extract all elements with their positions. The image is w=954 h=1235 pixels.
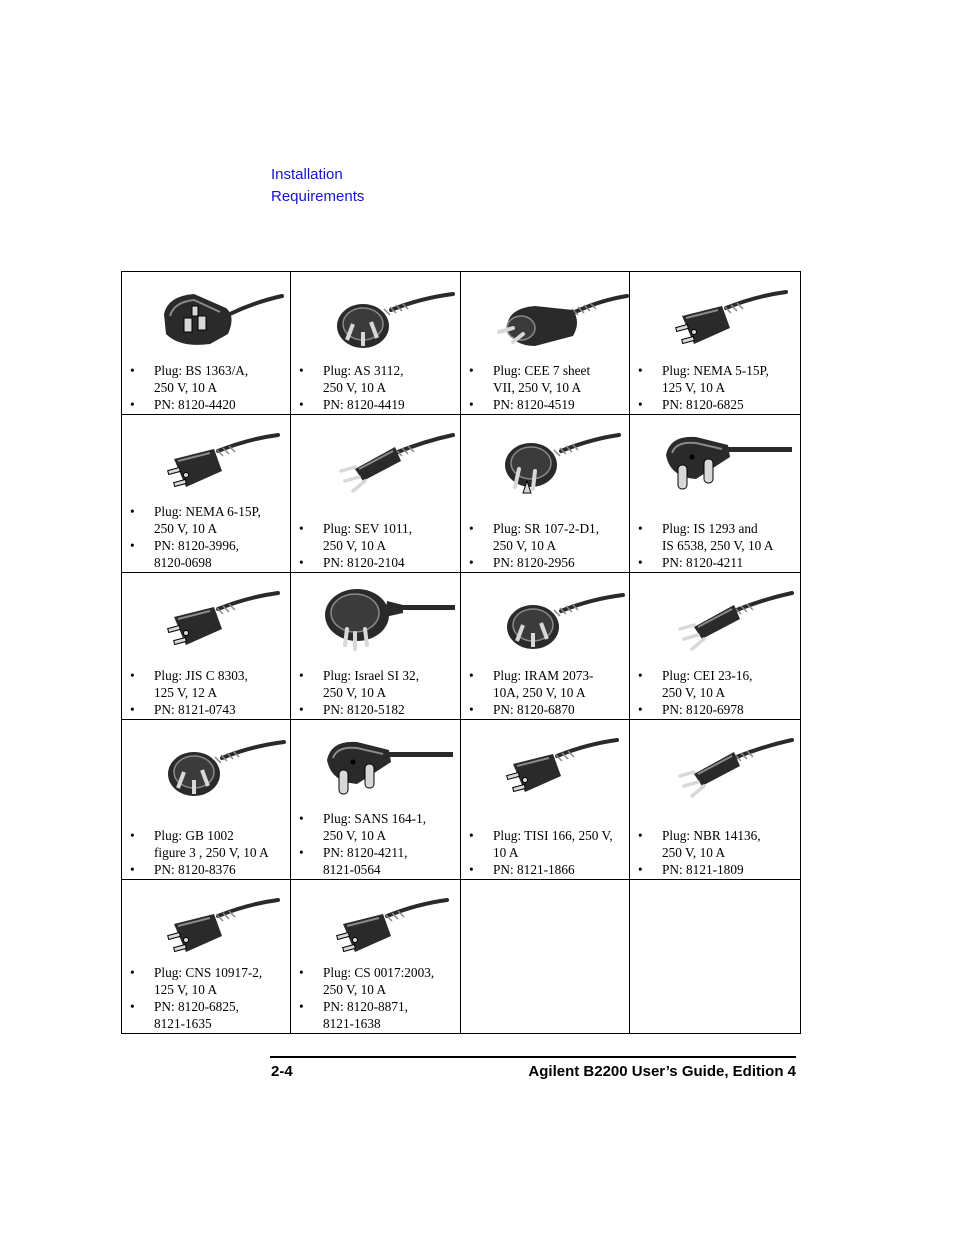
plug-cell	[291, 720, 461, 880]
part-number-text: • PN: 8120-4519	[493, 397, 575, 412]
plug-spec-list	[469, 362, 623, 413]
part-number-text: • PN: 8120-6870	[493, 702, 575, 717]
plug-cell	[122, 272, 291, 415]
part-number-item	[469, 701, 623, 718]
plug-spec-text: 250 V, 10 A	[493, 538, 557, 553]
part-number-text: 8121-0564	[323, 862, 381, 877]
plug-type-item	[638, 667, 794, 701]
plug-us-icon	[152, 587, 292, 659]
plug-cell	[291, 880, 461, 1034]
part-number-text: • PN: 8120-6978	[662, 702, 744, 717]
plug-cell	[122, 720, 291, 880]
plug-type-item	[469, 520, 623, 554]
part-number-item	[638, 701, 794, 718]
plug-cell	[630, 720, 801, 880]
part-number-text: • PN: 8120-4420	[154, 397, 236, 412]
plug-spec-text: • Plug: BS 1363/A,	[154, 363, 249, 378]
plug-spec-list	[638, 667, 794, 718]
table-row	[122, 880, 801, 1034]
part-number-text: • PN: 8121-1866	[493, 862, 575, 877]
plug-spec-text: 10 A	[493, 845, 519, 860]
plug-type-item	[638, 827, 794, 861]
plug-spec-text: • Plug: AS 3112,	[323, 363, 404, 378]
plug-cell	[630, 272, 801, 415]
plug-slim-icon	[325, 429, 465, 501]
table-row	[122, 573, 801, 720]
plug-spec-list	[130, 362, 284, 413]
plug-spec-list	[638, 520, 794, 571]
plug-spec-text: 250 V, 10 A	[323, 380, 387, 395]
part-number-text: • PN: 8120-4211	[662, 555, 744, 570]
plug-type-item	[130, 362, 284, 396]
plug-type-item	[130, 667, 284, 701]
power-plug-table	[121, 271, 801, 1034]
plug-spec-text: • Plug: IRAM 2073-	[493, 668, 594, 683]
plug-type-item	[469, 362, 623, 396]
part-number-item	[638, 861, 794, 878]
plug-spec-list	[299, 362, 454, 413]
part-number-text: • PN: 8120-6825,	[154, 999, 239, 1014]
plug-dk-icon	[491, 429, 631, 501]
plug-spec-text: 250 V, 10 A	[154, 521, 218, 536]
plug-spec-text: • Plug: IS 1293 and	[662, 521, 758, 536]
plug-cell	[122, 415, 291, 573]
plug-cell	[461, 573, 630, 720]
plug-spec-list	[469, 827, 623, 878]
plug-type-item	[469, 667, 623, 701]
plug-spec-text: 250 V, 10 A	[323, 685, 387, 700]
plug-au-icon	[152, 734, 292, 806]
breadcrumb	[271, 164, 364, 208]
part-number-item	[299, 701, 454, 718]
plug-slim-icon	[664, 734, 804, 806]
plug-us-icon	[321, 894, 461, 966]
plug-spec-list	[638, 827, 794, 878]
plug-spec-text: • Plug: SR 107-2-D1,	[493, 521, 600, 536]
plug-cell	[461, 272, 630, 415]
part-number-item	[130, 998, 284, 1032]
part-number-item	[638, 396, 794, 413]
plug-spec-text: • Plug: NEMA 6-15P,	[154, 504, 261, 519]
plug-type-item	[299, 520, 454, 554]
part-number-item	[130, 396, 284, 413]
part-number-item	[130, 861, 284, 878]
table-row	[122, 720, 801, 880]
plug-cell	[291, 573, 461, 720]
part-number-item	[130, 701, 284, 718]
page-number: 2-4	[271, 1063, 293, 1080]
plug-spec-list	[130, 964, 284, 1032]
plug-spec-text: • Plug: CEI 23-16,	[662, 668, 753, 683]
plug-cell	[122, 573, 291, 720]
plug-cell	[461, 720, 630, 880]
plug-cell	[461, 415, 630, 573]
plug-spec-text: • Plug: GB 1002	[154, 828, 234, 843]
plug-us-icon	[660, 286, 800, 358]
plug-spec-text: 125 V, 10 A	[662, 380, 726, 395]
plug-spec-list	[299, 810, 454, 878]
plug-cell	[291, 415, 461, 573]
plug-type-item	[469, 827, 623, 861]
part-number-item	[299, 844, 454, 878]
plug-spec-text: 10A, 250 V, 10 A	[493, 685, 586, 700]
plug-type-item	[299, 964, 454, 998]
plug-spec-text: • Plug: CEE 7 sheet	[493, 363, 591, 378]
plug-type-item	[299, 667, 454, 701]
part-number-item	[130, 537, 284, 571]
plug-spec-text: • Plug: NEMA 5-15P,	[662, 363, 769, 378]
plug-au-icon	[491, 587, 631, 659]
plug-spec-text: 250 V, 10 A	[323, 538, 387, 553]
plug-spec-list	[299, 667, 454, 718]
plug-spec-list	[130, 503, 284, 571]
plug-euro-icon	[489, 290, 629, 362]
plug-type-item	[130, 503, 284, 537]
part-number-text: • PN: 8120-5182	[323, 702, 405, 717]
part-number-item	[299, 396, 454, 413]
plug-type-item	[130, 964, 284, 998]
plug-uk-icon	[150, 286, 290, 358]
plug-spec-list	[130, 667, 284, 718]
plug-type-item	[638, 362, 794, 396]
plug-spec-text: 250 V, 10 A	[154, 380, 218, 395]
plug-spec-text: IS 6538, 250 V, 10 A	[662, 538, 774, 553]
part-number-text: • PN: 8120-2956	[493, 555, 575, 570]
part-number-text: • PN: 8120-3996,	[154, 538, 239, 553]
part-number-item	[299, 998, 454, 1032]
plug-spec-text: • Plug: CNS 10917-2,	[154, 965, 263, 980]
plug-spec-text: • Plug: CS 0017:2003,	[323, 965, 435, 980]
plug-us-icon	[152, 894, 292, 966]
part-number-item	[469, 861, 623, 878]
part-number-text: • PN: 8121-1809	[662, 862, 744, 877]
plug-in-icon	[656, 429, 796, 501]
part-number-text: • PN: 8121-0743	[154, 702, 236, 717]
footer-divider	[270, 1056, 796, 1058]
plug-spec-list	[299, 964, 454, 1032]
plug-cell	[291, 272, 461, 415]
empty-cell	[461, 880, 630, 1034]
plug-spec-text: • Plug: NBR 14136,	[662, 828, 761, 843]
footer-title: Agilent B2200 User’s Guide, Edition 4	[528, 1063, 796, 1080]
plug-spec-text: 125 V, 10 A	[154, 982, 218, 997]
plug-spec-text: 250 V, 10 A	[323, 982, 387, 997]
plug-spec-text: • Plug: Israel SI 32,	[323, 668, 420, 683]
plug-cell	[122, 880, 291, 1034]
plug-spec-text: • Plug: SEV 1011,	[323, 521, 413, 536]
plug-type-item	[299, 810, 454, 844]
part-number-text: • PN: 8120-6825	[662, 397, 744, 412]
plug-spec-list	[299, 520, 454, 571]
part-number-text: • PN: 8120-4211,	[323, 845, 408, 860]
plug-spec-text: • Plug: SANS 164-1,	[323, 811, 427, 826]
plug-slim-icon	[664, 587, 804, 659]
plug-type-item	[130, 827, 284, 861]
plug-spec-text: 250 V, 10 A	[323, 828, 387, 843]
plug-spec-text: figure 3 , 250 V, 10 A	[154, 845, 269, 860]
plug-au-icon	[321, 286, 461, 358]
part-number-text: • PN: 8120-2104	[323, 555, 405, 570]
plug-spec-list	[469, 520, 623, 571]
part-number-item	[638, 554, 794, 571]
plug-spec-list	[130, 827, 284, 878]
empty-cell	[630, 880, 801, 1034]
breadcrumb-requirements-link[interactable]: Requirements	[271, 188, 365, 205]
part-number-text: 8121-1635	[154, 1016, 212, 1031]
plug-spec-list	[469, 667, 623, 718]
plug-type-item	[638, 520, 794, 554]
plug-cell	[630, 415, 801, 573]
plug-spec-text: VII, 250 V, 10 A	[493, 380, 582, 395]
table-row	[122, 272, 801, 415]
part-number-text: • PN: 8120-8871,	[323, 999, 408, 1014]
plug-us-icon	[491, 734, 631, 806]
plug-spec-text: • Plug: JIS C 8303,	[154, 668, 248, 683]
plug-type-item	[299, 362, 454, 396]
part-number-text: 8120-0698	[154, 555, 212, 570]
plug-spec-text: 250 V, 10 A	[662, 845, 726, 860]
part-number-item	[469, 396, 623, 413]
plug-spec-text: 250 V, 10 A	[662, 685, 726, 700]
part-number-item	[299, 554, 454, 571]
plug-cell	[630, 573, 801, 720]
part-number-text: 8121-1638	[323, 1016, 381, 1031]
part-number-item	[469, 554, 623, 571]
part-number-text: • PN: 8120-8376	[154, 862, 236, 877]
table-row	[122, 415, 801, 573]
plug-il-icon	[319, 585, 459, 657]
plug-us-icon	[152, 429, 292, 501]
plug-spec-text: 125 V, 12 A	[154, 685, 218, 700]
plug-spec-list	[638, 362, 794, 413]
breadcrumb-installation-link[interactable]: Installation	[271, 166, 343, 183]
part-number-text: • PN: 8120-4419	[323, 397, 405, 412]
plug-in-icon	[317, 734, 457, 806]
plug-spec-text: • Plug: TISI 166, 250 V,	[493, 828, 613, 843]
